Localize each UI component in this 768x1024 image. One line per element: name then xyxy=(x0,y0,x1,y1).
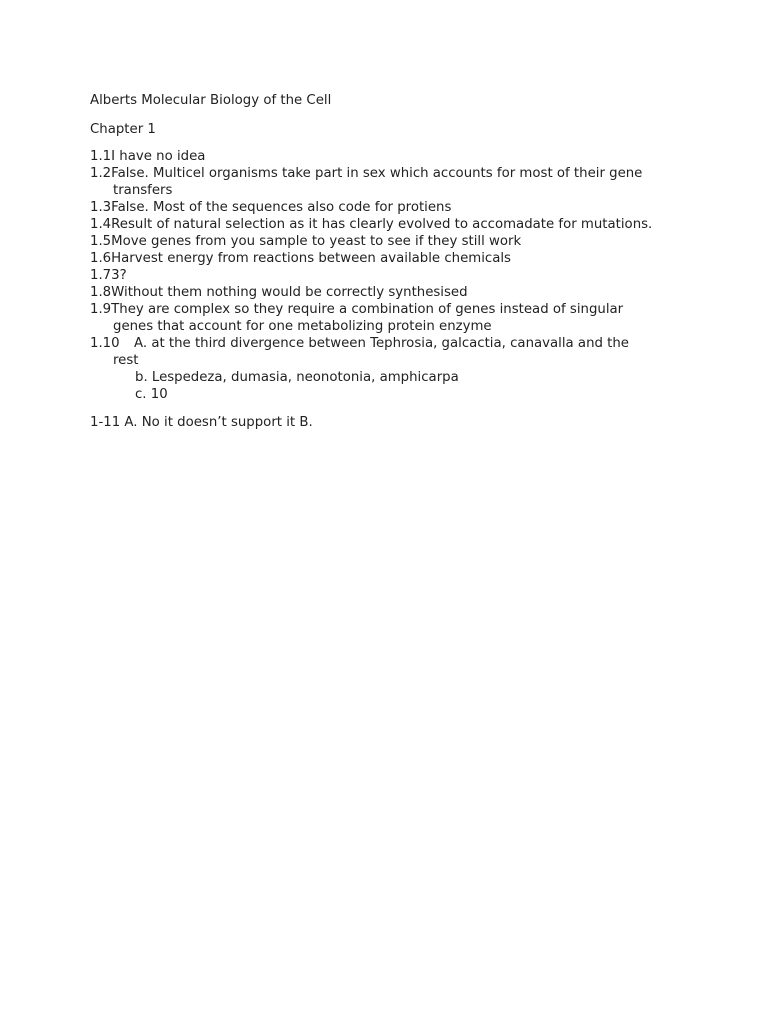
answer-item-1-11: 1-11 A. No it doesn’t support it B. xyxy=(90,415,313,430)
answer-text: False. Most of the sequences also code for protiens xyxy=(111,200,452,215)
answer-number: 1.7 xyxy=(90,268,112,283)
document-title: Alberts Molecular Biology of the Cell xyxy=(90,93,332,108)
answer-text: I have no idea xyxy=(111,149,206,164)
answer-number: 1.8 xyxy=(90,285,112,300)
document-body xyxy=(90,92,690,431)
answer-list xyxy=(90,148,690,403)
answer-text-continuation: transfers xyxy=(113,183,173,198)
answer-text: Without them nothing would be correctly synthesised xyxy=(111,285,468,300)
answer-text: A. at the third divergence between Tephrosia, galcactia, canavalla and the xyxy=(134,336,629,351)
answer-text: They are complex so they require a combination of genes instead of singular xyxy=(111,302,624,317)
answer-text: 3? xyxy=(111,268,127,283)
answer-item xyxy=(90,165,690,199)
answer-number: 1.6 xyxy=(90,251,112,266)
chapter-heading: Chapter 1 xyxy=(90,122,156,137)
answer-number: 1.9 xyxy=(90,302,112,317)
answer-text: Harvest energy from reactions between available chemicals xyxy=(111,251,511,266)
sub-answer-c: c. 10 xyxy=(135,387,168,402)
answer-item xyxy=(90,216,690,233)
answer-item-1-10 xyxy=(90,335,690,403)
answer-item xyxy=(90,148,690,165)
answer-number: 1.3 xyxy=(90,200,112,215)
answer-text-continuation: genes that account for one metabolizing protein enzyme xyxy=(113,319,492,334)
sub-answer-b: b. Lespedeza, dumasia, neonotonia, amphicarpa xyxy=(135,370,459,385)
answer-text: False. Multicel organisms take part in sex which accounts for most of their gene xyxy=(111,166,643,181)
answer-item xyxy=(90,267,690,284)
answer-text: Move genes from you sample to yeast to see if they still work xyxy=(111,234,522,249)
answer-item xyxy=(90,301,690,335)
answer-item xyxy=(90,233,690,250)
answer-number: 1.5 xyxy=(90,234,112,249)
answer-text-continuation: rest xyxy=(113,353,139,368)
answer-item xyxy=(90,199,690,216)
answer-item xyxy=(90,250,690,267)
answer-text: Result of natural selection as it has clearly evolved to accomadate for mutations. xyxy=(111,217,653,232)
answer-number: 1.1 xyxy=(90,149,112,164)
answer-number: 1.4 xyxy=(90,217,112,232)
answer-item xyxy=(90,284,690,301)
answer-number: 1.2 xyxy=(90,166,112,181)
answer-number: 1.10 xyxy=(90,336,120,351)
